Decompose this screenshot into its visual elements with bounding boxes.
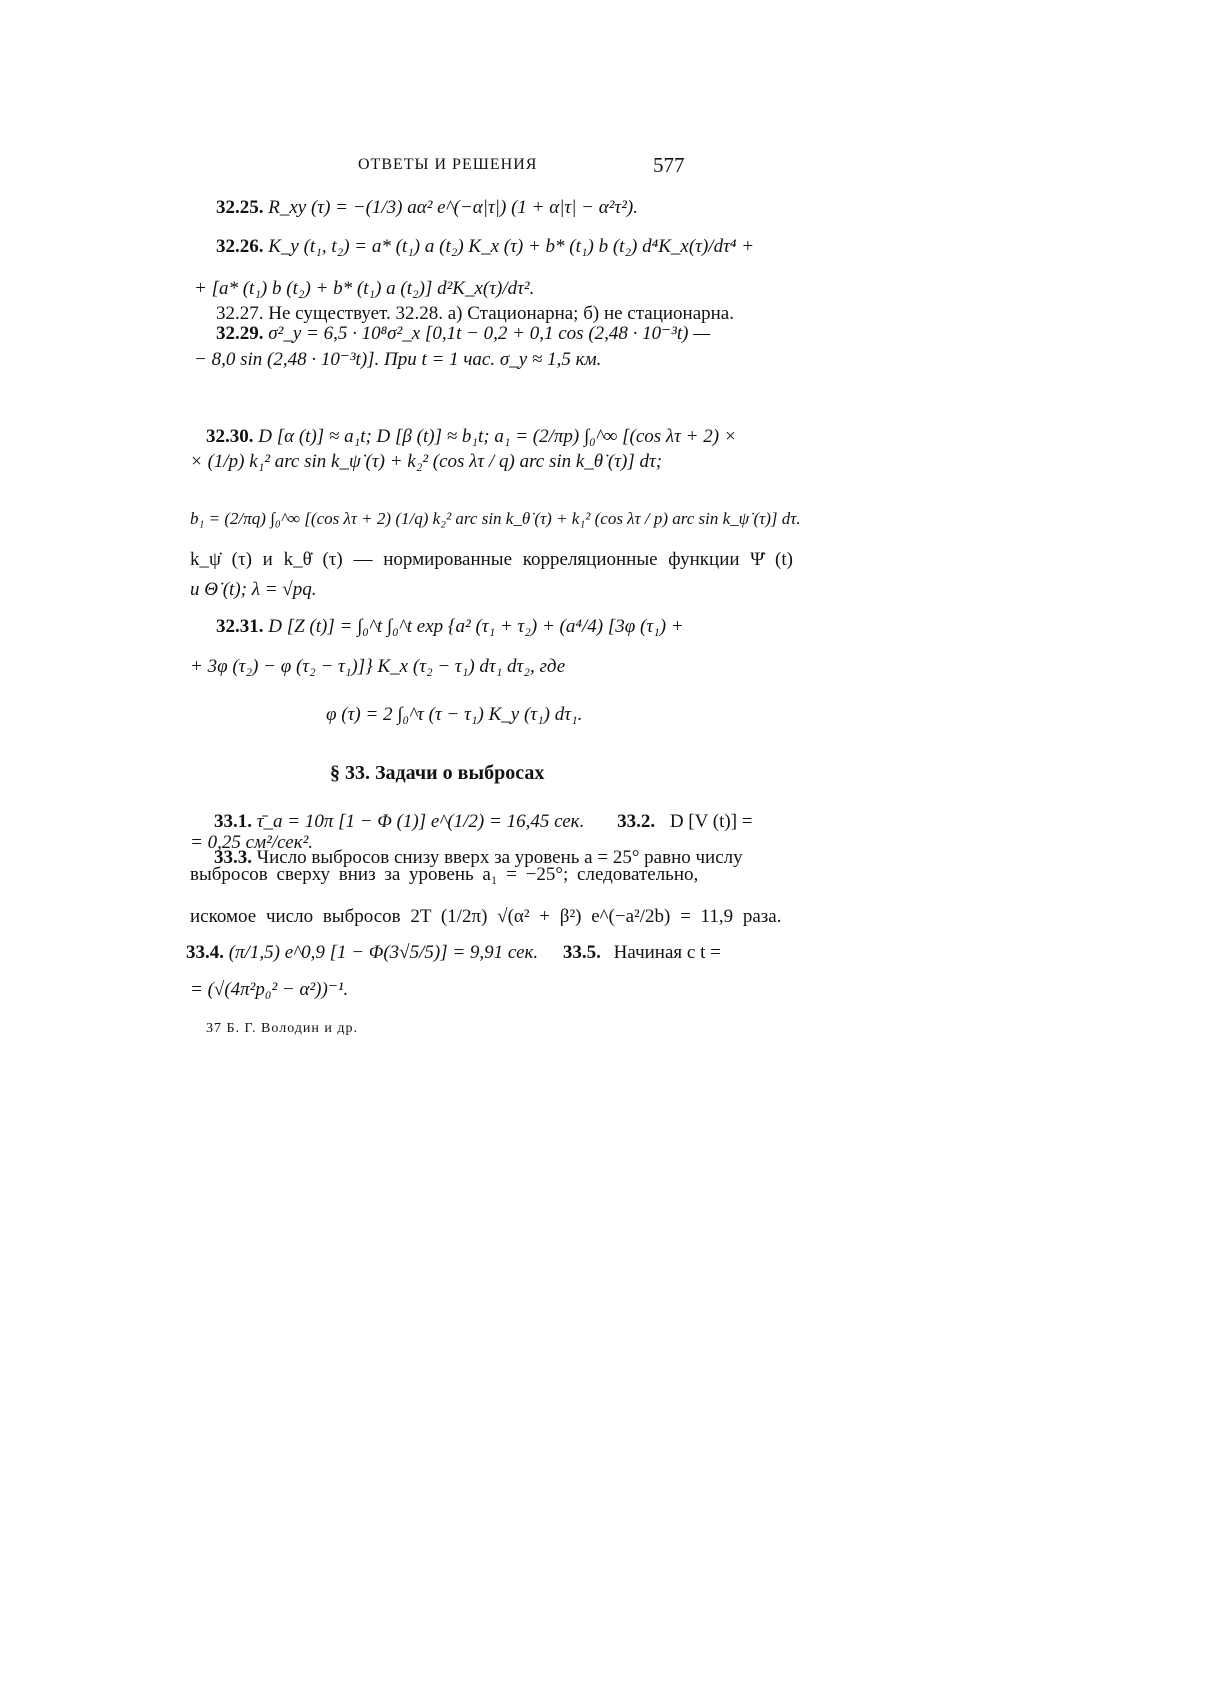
problem-number: 33.4.	[186, 942, 224, 963]
running-title: ОТВЕТЫ И РЕШЕНИЯ	[358, 156, 538, 173]
answer-33-5-line2: = (√(4π²p₀² − α²))⁻¹.	[190, 979, 349, 1000]
formula-text: D [Z (t)] = ∫₀^t ∫₀^t exp {a² (τ₁ + τ₂) + (a⁴/4) [3φ (τ₁) +	[268, 616, 684, 637]
answer-32-26-line2: + [a* (t₁) b (t₂) + b* (t₁) a (t₂)] d²K_x(τ)/dτ².	[194, 278, 535, 299]
formula-text: (π/1,5) e^0,9 [1 − Φ(3√5/5)] = 9,91 сек.	[228, 942, 539, 963]
answer-33-3-line3: искомое число выбросов 2T (1/2π) √(α² + β²) e^(−a²/2b) = 11,9 раза.	[190, 906, 782, 927]
answer-33-3-line2: выбросов сверху вниз за уровень a₁ = −25°; следовательно,	[190, 864, 699, 885]
answer-33-2-line2: = 0,25 см²/сек².	[190, 832, 314, 853]
formula-text: D [V (t)] =	[669, 811, 753, 832]
answer-32-30-line2: × (1/p) k₁² arc sin k_ψ̇ (τ) + k₂² (cos λτ / q) arc sin k_θ̇ (τ)] dτ;	[190, 451, 663, 472]
problem-number: 32.31.	[216, 616, 264, 637]
answer-text: Число выбросов снизу вверх за уровень a = 25° равно числу	[256, 847, 743, 868]
answer-33-1	[214, 812, 752, 831]
answer-32-30-line3: b₁ = (2/πq) ∫₀^∞ [(cos λτ + 2) (1/q) k₂² arc sin k_θ̇ (τ) + k₁² (cos λτ / p) arc sin k_ψ̇ (τ)] dτ.	[190, 509, 801, 528]
answer-32-30-line5: и Θ̇ (t); λ = √pq.	[190, 579, 317, 600]
problem-number: 33.2.	[617, 811, 656, 832]
problem-number: 32.29.	[216, 323, 264, 344]
problem-number: 33.5.	[562, 942, 601, 963]
answer-32-25	[216, 198, 638, 217]
problem-number: 32.30.	[206, 426, 254, 447]
formula-text: τ̄_a = 10π [1 − Φ (1)] e^(1/2) = 16,45 сек.	[256, 811, 585, 832]
formula-text: K_y (t₁, t₂) = a* (t₁) a (t₂) K_x (τ) + b* (t₁) b (t₂) d⁴K_x(τ)/dτ⁴ +	[268, 236, 755, 257]
formula-text: D [α (t)] ≈ a₁t; D [β (t)] ≈ b₁t; a₁ = (2/πp) ∫₀^∞ [(cos λτ + 2) ×	[258, 426, 737, 447]
problem-number: 32.25.	[216, 197, 264, 218]
answer-33-4	[186, 943, 721, 962]
formula-text: σ²_y = 6,5 · 10⁸σ²_x [0,1t − 0,2 + 0,1 cos (2,48 · 10⁻³t) —	[268, 323, 711, 344]
formula-text: R_xy (τ) = −(1/3) aα² e^(−α|τ|) (1 + α|τ| − α²τ²).	[268, 197, 638, 218]
problem-number: 32.26.	[216, 236, 264, 257]
problem-number: 33.3.	[214, 847, 252, 868]
footer-signature: 37 Б. Г. Володин и др.	[206, 1021, 359, 1036]
answer-text: Начиная с t =	[613, 942, 721, 963]
answer-32-31-line2: + 3φ (τ₂) − φ (τ₂ − τ₁)]} K_x (τ₂ − τ₁) dτ₁ dτ₂, где	[190, 656, 566, 677]
answer-32-26-line1	[216, 237, 754, 256]
section-heading: § 33. Задачи о выбросах	[330, 762, 545, 784]
answer-32-31-line1	[216, 617, 684, 636]
answer-32-30-line4: k_ψ̇ (τ) и k_θ̇ (τ) — нормированные корреляционные функции Ψ̇ (t)	[190, 549, 793, 570]
page-number: 577	[653, 153, 685, 177]
answer-32-27-32-28: 32.27. Не существует. 32.28. а) Стационарна; б) не стационарна.	[216, 303, 734, 324]
answer-32-30-line1	[206, 427, 737, 446]
problem-number: 33.1.	[214, 811, 252, 832]
answer-32-31-line3: φ (τ) = 2 ∫₀^τ (τ − τ₁) K_y (τ₁) dτ₁.	[326, 704, 583, 725]
answer-32-29-line1	[216, 324, 710, 343]
answer-32-29-line2: − 8,0 sin (2,48 · 10⁻³t)]. При t = 1 час. σ_y ≈ 1,5 км.	[194, 349, 602, 370]
